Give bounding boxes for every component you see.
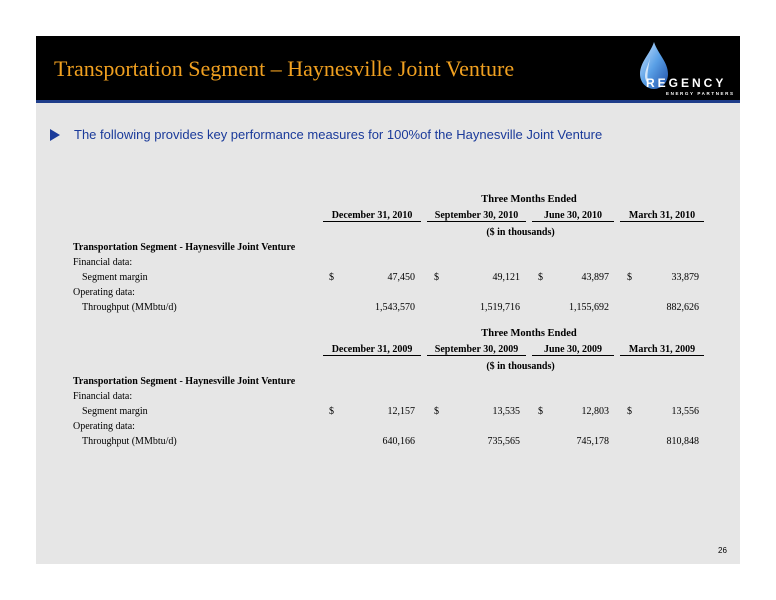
column-header: December 31, 2010: [323, 210, 421, 222]
group-header: Three Months Ended: [481, 328, 577, 339]
throughput-value: 882,626: [666, 302, 699, 313]
currency-symbol: $: [538, 406, 543, 417]
currency-symbol: $: [538, 272, 543, 283]
segment-margin-label: Segment margin: [82, 272, 148, 283]
currency-symbol: $: [627, 272, 632, 283]
operating-data-label: Operating data:: [73, 421, 135, 432]
header-bar: [36, 36, 740, 100]
regency-logo: [630, 38, 738, 98]
bullet-arrow-icon: [50, 129, 60, 141]
segment-margin-label: Segment margin: [82, 406, 148, 417]
margin-value: 13,556: [671, 406, 699, 417]
column-header: September 30, 2009: [427, 344, 526, 356]
throughput-value: 810,848: [666, 436, 699, 447]
throughput-value: 745,178: [576, 436, 609, 447]
throughput-value: 735,565: [487, 436, 520, 447]
page-number: 26: [718, 546, 727, 555]
group-header: Three Months Ended: [481, 194, 577, 205]
throughput-label: Throughput (MMbtu/d): [82, 302, 177, 313]
throughput-label: Throughput (MMbtu/d): [82, 436, 177, 447]
margin-value: 33,879: [671, 272, 699, 283]
slide: [36, 36, 740, 564]
bullet-text: The following provides key performance measures for 100%of the Haynesville Joint Venture: [74, 127, 603, 142]
margin-value: 49,121: [492, 272, 520, 283]
logo-subtitle: ENERGY PARTNERS: [666, 91, 735, 96]
margin-value: 43,897: [581, 272, 609, 283]
currency-symbol: $: [434, 272, 439, 283]
throughput-value: 1,543,570: [375, 302, 415, 313]
column-header: September 30, 2010: [427, 210, 526, 222]
segment-title: Transportation Segment - Haynesville Joint Venture: [73, 376, 296, 387]
currency-symbol: $: [329, 406, 334, 417]
column-header: December 31, 2009: [323, 344, 421, 356]
currency-symbol: $: [434, 406, 439, 417]
units-label: ($ in thousands): [486, 361, 555, 372]
margin-value: 12,803: [581, 406, 609, 417]
logo-wordmark: REGENCY: [646, 76, 727, 90]
throughput-value: 1,519,716: [480, 302, 520, 313]
financial-data-label: Financial data:: [73, 391, 133, 402]
margin-value: 12,157: [387, 406, 415, 417]
currency-symbol: $: [329, 272, 334, 283]
column-header: March 31, 2010: [620, 210, 704, 222]
column-header: March 31, 2009: [620, 344, 704, 356]
throughput-value: 1,155,692: [569, 302, 609, 313]
column-header: June 30, 2010: [532, 210, 614, 222]
throughput-value: 640,166: [382, 436, 415, 447]
header-rule: [36, 100, 740, 103]
units-label: ($ in thousands): [486, 227, 555, 238]
segment-title: Transportation Segment - Haynesville Joint Venture: [73, 242, 296, 253]
financial-data-label: Financial data:: [73, 257, 133, 268]
slide-title: Transportation Segment – Haynesville Joint Venture: [54, 56, 515, 81]
operating-data-label: Operating data:: [73, 287, 135, 298]
margin-value: 47,450: [387, 272, 415, 283]
currency-symbol: $: [627, 406, 632, 417]
margin-value: 13,535: [492, 406, 520, 417]
column-header: June 30, 2009: [532, 344, 614, 356]
